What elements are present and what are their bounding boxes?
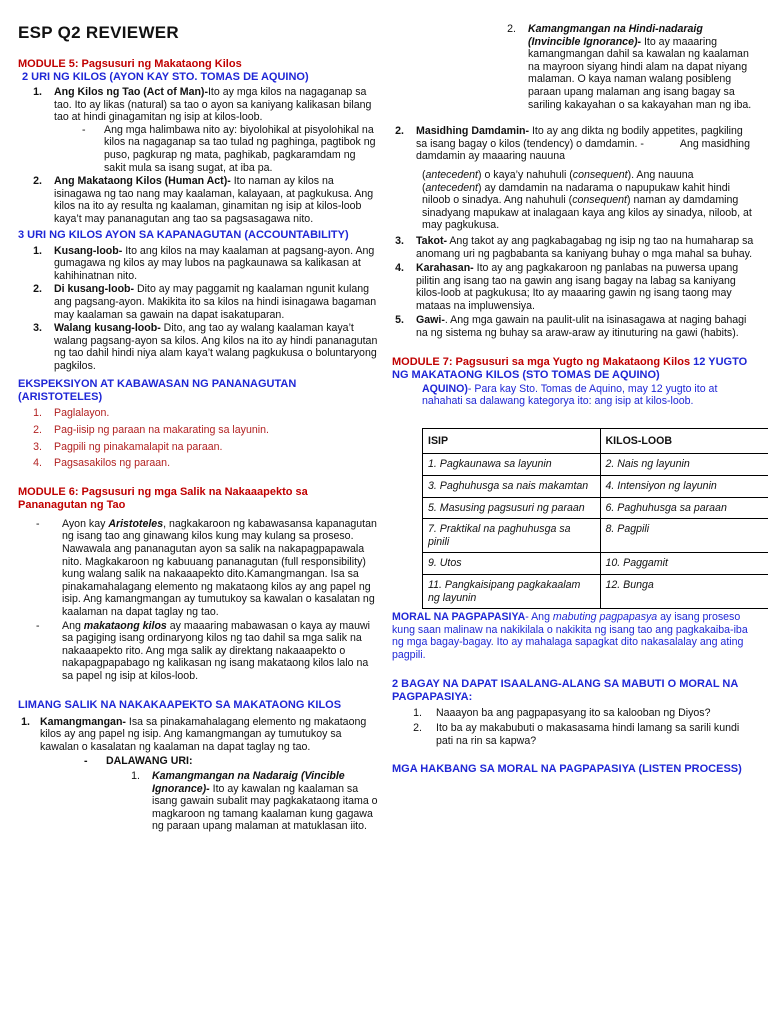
definition: Ito ay mga kilos na nagaganap sa tao. Ito ay likas (natural) sa tao o ayon sa kaniyang kalikasan bilang tao at hindi ginagamitan ng isip at kilos-loob. — [54, 86, 372, 124]
table-row — [423, 476, 768, 498]
list-item — [18, 441, 378, 454]
list-number: 1. — [131, 769, 140, 782]
left-column — [18, 22, 378, 833]
term: Ang Kilos ng Tao (Act of Man)- — [54, 86, 208, 98]
list-subitem — [82, 124, 378, 174]
term: Kusang-loob- — [54, 244, 123, 257]
table-cell: 7. Praktikal na paghuhusga sa pinili — [423, 519, 601, 553]
module7-title: MODULE 7: Pagsusuri sa mga Yugto ng Makataong Kilos — [392, 355, 691, 368]
moral-label: MORAL NA PAGPAPASIYA — [392, 611, 526, 624]
list-item — [18, 283, 378, 321]
term: Masidhing Damdamin- — [416, 125, 530, 138]
list-text: Naaayon ba ang pagpapasyang ito sa kalooban ng Diyos? — [436, 706, 711, 719]
list-text: Pag-iisip ng paraan na makarating sa layunin. — [54, 424, 269, 437]
dash-bullet: - — [36, 517, 40, 530]
list-item — [392, 707, 754, 720]
definition: . Ang mga gawain na paulit-ulit na isinasagawa at naging bahagi na ng sistema ng buhay sa araw-araw ay itinuturing na gawi (habits). — [416, 314, 747, 340]
list-item — [18, 245, 378, 283]
module6-heading: MODULE 6: Pagsusuri ng mga Salik na Nakaaapekto sa Pananagutan ng Tao — [18, 485, 308, 511]
definition: Ito ay ang dikta ng bodily appetites, pagkiling sa isang bagay o kilos (tendency) o damdamin. - — [416, 125, 743, 150]
list-item — [18, 457, 378, 470]
list-item — [392, 314, 754, 339]
dash-bullet: - — [84, 755, 88, 768]
term: Di kusang-loob- — [54, 283, 135, 296]
term: Walang kusang-loob- — [54, 322, 161, 335]
ekspeksiyon-list — [18, 407, 378, 469]
definition: Isa sa pinakamahalagang elemento ng makataong kilos ay ang papel ng isip. Ang kamangmangan ay tumutukoy sa kawalan o kasalatan ng kaalaman na dapat taglay ng tao. — [40, 715, 367, 753]
paragraph: Ayon kay Aristoteles, nagkakaroon ng kabawasansa kapanagutan ng isang tao ang ginawang kilos kung may kulang sa proseso. Nawawala ang pananagutan ayon sa salik na nakapagpapawala nito. Magkakaroon ng kabuuang pananagutan (full responsibility) kung walang salik na nakaaapekto dito.Kamangmangan. Isa sa pinakamahalagang elemento ng makataong kilos ay ang papel ng isip. Ang kamangmangan ay tumutukoy sa kawalan o kasalatan ng kaalaman na dapat taglay ng tao. — [62, 517, 377, 618]
module5-heading: MODULE 5: Pagsusuri ng Makataong Kilos — [18, 58, 242, 70]
table-cell: 2. Nais ng layunin — [600, 454, 768, 476]
list-text: Ito ba ay makabubuti o makasasama hindi lamang sa sarili kundi pati na rin sa kapwa? — [436, 722, 740, 747]
module7-heading — [392, 356, 754, 382]
list-number: 1. — [33, 86, 42, 98]
list-item — [18, 407, 378, 420]
table-cell: 4. Intensiyon ng layunin — [600, 476, 768, 498]
table-cell: 12. Bunga — [600, 575, 768, 609]
table-cell: 11. Pangkaisipang pagkakaalam ng layunin — [423, 575, 601, 609]
list-number: 2. — [33, 424, 42, 437]
example-text: Ang mga halimbawa nito ay: biyolohikal at pisyolohikal na kilos na nagaganap sa tao tulad ng paghinga, pagtibok ng puso, pagkurap ng mata, paghikab, pagkaramdam ng sakit mula sa isang sugat, at iba pa. — [104, 123, 376, 174]
table-row — [423, 497, 768, 519]
table-cell: 10. Paggamit — [600, 553, 768, 575]
dalawang-uri-label: DALAWANG URI: — [106, 755, 193, 768]
definition-cont: Ang masidhing damdamin ay maaaring nauuna — [416, 137, 750, 163]
module7-desc-text: - Para kay Sto. Tomas de Aquino, may 12 yugto ito at nahahati sa dalawang kategorya ito: ang isip at kilos-loob. — [422, 382, 718, 408]
table-header-kilos-loob: KILOS-LOOB — [600, 428, 768, 454]
yugto-heading: 12 YUGTO NG MAKATAONG KILOS (STO TOMAS DE AQUINO) — [392, 355, 748, 381]
list-text: Pagpili ng pinakamalapit na paraan. — [54, 440, 223, 453]
table-row — [423, 519, 768, 553]
list-subitem — [36, 518, 378, 619]
definition: Ito ang kilos na may kaalaman at pagsang-ayon. Ang gumagawa ng kilos ay may lubos na pagkaunawa sa kalikasan at kahihinatnan nito. — [54, 244, 375, 282]
list-number: 1. — [33, 244, 42, 257]
right-column — [392, 22, 754, 776]
yugto-table — [422, 428, 768, 609]
list-item — [18, 86, 378, 124]
term: Karahasan- — [416, 262, 474, 275]
definition: Ito naman ay kilos na isinagawa ng tao nang may kaalaman, kalayaan, at pagkukusa. Ang kilos na ito ay resulta ng kaalaman, ginamitan ng isip at kilos-loob kaya’t may pananagutan ang tao sa pagsasagawa nito. — [54, 175, 374, 225]
term: Kamangmangan na Hindi-nadaraig (Invincible Ignorance)- — [528, 23, 703, 48]
list-number: 3. — [33, 322, 42, 335]
table-cell: 9. Utos — [423, 553, 601, 575]
list-item — [392, 722, 754, 747]
table-cell: 1. Pagkaunawa sa layunin — [423, 454, 601, 476]
table-cell: 3. Paghuhusga sa nais makamtan — [423, 476, 601, 498]
list-item — [392, 262, 754, 312]
table-row — [423, 454, 768, 476]
definition: Ito ay kawalan ng kaalaman sa isang gawain subalit may pagkakataong itama o magkaroon ng tamang kaalaman kung gagawa ng paraan upang malaman at matuklasan iito. — [152, 782, 378, 833]
list-number: 2. — [413, 722, 422, 735]
uri-ng-kilos-heading: 2 URI NG KILOS (AYON KAY STO. TOMAS DE AQUINO) — [22, 71, 309, 83]
table-header-isip: ISIP — [423, 428, 601, 454]
list-item — [18, 175, 378, 225]
moral-paragraph: MORAL NA PAGPAPASIYA- Ang mabuting pagpapasya ay isang proseso kung saan malinaw na nakikilala o nakikita ng isang tao ang pagkakaiba-iba ng mga bagay-bagay. Ito ay mahalaga sapagkat dito nakasalalay ang ating pagpili. — [392, 611, 748, 661]
definition: Ang takot ay ang pagkabagabag ng isip ng tao na humaharap sa anomang uri ng pagbabanta sa kaniyang buhay o mga mahal sa buhay. — [416, 234, 754, 260]
list-item — [18, 322, 378, 372]
kapanagutan-heading: 3 URI NG KILOS AYON SA KAPANAGUTAN (ACCOUNTABILITY) — [18, 228, 349, 241]
table-cell: 6. Paghuhusga sa paraan — [600, 497, 768, 519]
list-item — [392, 23, 754, 111]
list-number: 1. — [21, 715, 30, 728]
list-item — [18, 424, 378, 437]
page-title: ESP Q2 REVIEWER — [18, 23, 180, 42]
term: Takot- — [416, 234, 447, 247]
definition: Dito, ang tao ay walang kaalaman kaya’t walang pagsang-ayon sa kilos. Ang kilos na ito ay hindi pananagutan ng tao dahil hindi niya alam kaya’t walang pagkukusa o boluntaryong pagkilos. — [54, 322, 378, 372]
list-number: 3. — [33, 440, 42, 453]
table-row — [423, 553, 768, 575]
table-cell: 8. Pagpili — [600, 519, 768, 553]
list-text: Pagsasakilos ng paraan. — [54, 457, 171, 470]
dash-bullet: - — [82, 123, 86, 136]
list-number: 1. — [413, 706, 422, 719]
list-number: 4. — [33, 457, 42, 470]
term: Gawi- — [416, 314, 445, 327]
term: Ang Makataong Kilos (Human Act)- — [54, 175, 231, 188]
list-item — [126, 770, 378, 833]
term: Kamangmangan na Nadaraig (Vincible Ignorance)- — [152, 769, 345, 795]
table-header-row — [423, 428, 768, 454]
hakbang-heading: MGA HAKBANG SA MORAL NA PAGPAPASIYA (LISTEN PROCESS) — [392, 763, 742, 776]
module7-desc: AQUINO)- Para kay Sto. Tomas de Aquino, may 12 yugto ito at nahahati sa dalawang kategorya ito: ang isip at kilos-loob. — [422, 382, 718, 408]
list-number: 1. — [33, 407, 42, 420]
list-text: Paglalayon. — [54, 407, 110, 420]
term: Kamangmangan- — [40, 715, 126, 728]
definition: Ito ay maaaring kamangmangan dahil sa kawalan ng kaalaman na mayroon siyang hindi alam na dapat niyang malaman. O kaya naman walang posibleng paraan upang malaman ang isang bagay sa sariling kakayahan o sa kakayahan man ng iba. — [528, 35, 752, 111]
list-number: 4. — [395, 262, 404, 275]
list-number: 5. — [395, 314, 404, 327]
paragraph: (antecedent) o kaya’y nahuhuli (consequent). Ang nauuna (antecedent) ay damdamin na nadarama o napupukaw kahit hindi niloob o sinadya. Ang nahuhuli (consequent) naman ay damdaming sinadyang mapukaw at inalagaan kaya ang kilos ay sinadya, niloob, at may pagkukusa. — [422, 168, 752, 232]
list-number: 3. — [395, 234, 404, 247]
table-cell: 5. Masusing pagsusuri ng paraan — [423, 497, 601, 519]
list-item — [392, 235, 754, 260]
list-number: 2. — [33, 175, 42, 188]
ekspeksiyon-heading: EKSPEKSIYON AT KABAWASAN NG PANANAGUTAN (ARISTOTELES) — [18, 378, 297, 404]
list-item — [392, 125, 754, 163]
list-item — [18, 716, 378, 754]
definition: Dito ay may paggamit ng kaalaman ngunit kulang ang pagsang-ayon. Makikita ito sa kilos na hindi isinagawa bagaman may kaalaman sa gawain na dapat isakatuparan. — [54, 283, 377, 321]
limang-salik-heading: LIMANG SALIK NA NAKAKAAPEKTO SA MAKATAONG KILOS — [18, 698, 342, 711]
list-number: 2. — [395, 125, 404, 138]
paragraph: Ang makataong kilos ay maaaring mabawasan o kaya ay mauwi sa pagiging isang ordinaryong kilos ng tao dahil sa mga salik na nakaaapekto rito. Ang mga salik ay direktang nakaaapekto o nakapagpapabago ng kalikasan ng isang makataong kilos lalo na sa papel ng isip at kilos-loob. — [62, 619, 370, 682]
table-row — [423, 575, 768, 609]
list-number: 2. — [507, 23, 516, 35]
list-subitem — [84, 755, 378, 768]
definition: Ito ay ang pagkakaroon ng panlabas na puwersa upang pilitin ang isang tao na gawin ang isang bagay na labag sa kaniyang kilos-loob at pagkukusa; Ito ay maaaring gawin ng isang taong may mataas na impluwensiya. — [416, 262, 739, 312]
bagay-heading: 2 BAGAY NA DAPAT ISAALANG-ALANG SA MABUTI O MORAL NA PAGPAPASIYA: — [392, 677, 738, 703]
list-subitem — [36, 620, 378, 683]
list-number: 2. — [33, 283, 42, 296]
dash-bullet: - — [36, 619, 40, 632]
